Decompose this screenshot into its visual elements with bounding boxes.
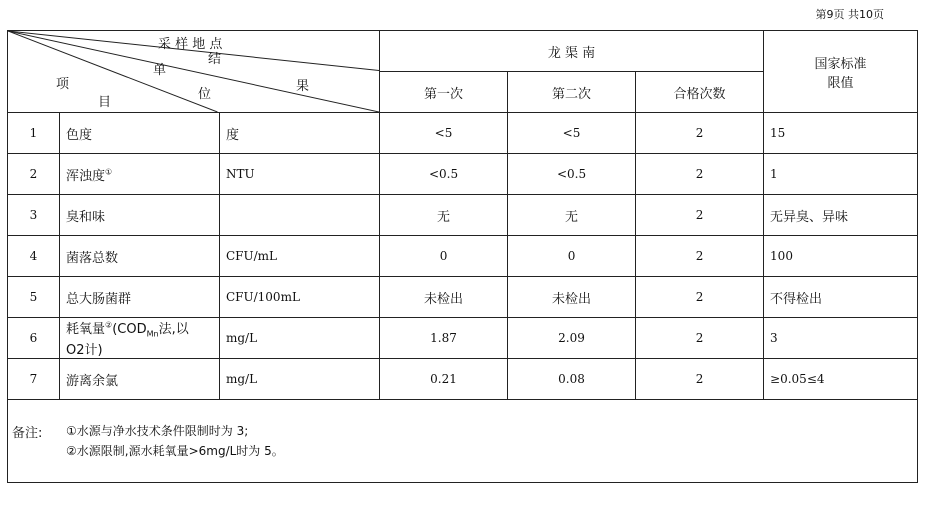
diagonal-header-cell: [8, 31, 380, 113]
row-number: 7: [8, 359, 60, 400]
unit-cell: CFU/100mL: [220, 277, 380, 318]
table-row: [8, 277, 918, 318]
unit-cell: NTU: [220, 154, 380, 195]
first-result-cell: 1.87: [380, 318, 508, 359]
unit-cell: mg/L: [220, 318, 380, 359]
limit-cell: 3: [764, 318, 918, 359]
second-result-cell: 未检出: [508, 277, 636, 318]
note-label: 备注:: [12, 426, 43, 441]
item-method-subscript: Mn: [146, 329, 159, 339]
diag-item-label: 项: [56, 77, 70, 92]
table-row: [8, 359, 918, 400]
pass-count-cell: 2: [636, 195, 764, 236]
diag-sampling-label: 采 样 地 点: [158, 37, 223, 52]
unit-cell: mg/L: [220, 359, 380, 400]
item-text: 浑浊度: [66, 168, 106, 184]
limit-cell: 1: [764, 154, 918, 195]
item-text: 耗氧量: [66, 322, 106, 338]
unit-cell: 度: [220, 113, 380, 154]
diag-item-bottom-label: 目: [98, 95, 112, 110]
diag-unit-bottom-label: 位: [198, 87, 212, 102]
note-row: [8, 400, 918, 483]
table-row: [8, 113, 918, 154]
item-cell: 总大肠菌群: [60, 277, 220, 318]
footnote-marker: ①: [105, 167, 113, 177]
table-row: [8, 318, 918, 359]
pass-count-cell: 2: [636, 277, 764, 318]
note-line-1: ①水源与净水技术条件限制时为 3;: [66, 424, 249, 438]
first-result-cell: <5: [380, 113, 508, 154]
table-row: [8, 154, 918, 195]
limit-cell: 100: [764, 236, 918, 277]
first-result-cell: 0.21: [380, 359, 508, 400]
header-row-1: [8, 31, 918, 72]
table-row: [8, 195, 918, 236]
item-method: (COD: [112, 322, 147, 338]
pass-count-cell: 2: [636, 359, 764, 400]
diag-result-top-label: 结: [208, 52, 222, 67]
page-number: 第9页 共10页: [815, 8, 884, 21]
item-cell: [60, 318, 220, 359]
row-number: 1: [8, 113, 60, 154]
second-result-cell: 2.09: [508, 318, 636, 359]
note-line-2: ②水源限制,源水耗氧量>6mg/L时为 5。: [66, 444, 284, 458]
note-box: [8, 400, 917, 482]
limit-cell: 不得检出: [764, 277, 918, 318]
row-number: 3: [8, 195, 60, 236]
diag-unit-top-label: 单: [153, 63, 167, 78]
second-result-cell: <5: [508, 113, 636, 154]
first-result-cell: 无: [380, 195, 508, 236]
row-number: 2: [8, 154, 60, 195]
item-cell: 臭和味: [60, 195, 220, 236]
note-cell: [8, 400, 918, 483]
item-cell-line2: O2计): [66, 342, 103, 358]
standard-header: [764, 31, 918, 113]
water-quality-table: [7, 30, 918, 483]
location-header: 龙 渠 南: [380, 31, 764, 72]
pass-count-header: 合格次数: [636, 72, 764, 113]
unit-cell: [220, 195, 380, 236]
first-header: 第一次: [380, 72, 508, 113]
second-result-cell: <0.5: [508, 154, 636, 195]
second-result-cell: 0.08: [508, 359, 636, 400]
item-cell: 游离余氯: [60, 359, 220, 400]
limit-cell: 15: [764, 113, 918, 154]
first-result-cell: 未检出: [380, 277, 508, 318]
row-number: 4: [8, 236, 60, 277]
unit-cell: CFU/mL: [220, 236, 380, 277]
second-header: 第二次: [508, 72, 636, 113]
footnote-marker: ②: [105, 320, 113, 330]
second-result-cell: 无: [508, 195, 636, 236]
first-result-cell: 0: [380, 236, 508, 277]
diag-result-bottom-label: 果: [296, 79, 310, 94]
item-cell: 菌落总数: [60, 236, 220, 277]
first-result-cell: <0.5: [380, 154, 508, 195]
pass-count-cell: 2: [636, 236, 764, 277]
pass-count-cell: 2: [636, 318, 764, 359]
item-cell: 色度: [60, 113, 220, 154]
limit-cell: ≥0.05≤4: [764, 359, 918, 400]
second-result-cell: 0: [508, 236, 636, 277]
row-number: 6: [8, 318, 60, 359]
table-row: [8, 236, 918, 277]
item-method-tail: 法,以: [158, 322, 189, 338]
limit-cell: 无异臭、异味: [764, 195, 918, 236]
standard-header-line2: 限值: [827, 75, 854, 91]
item-cell-line1: [66, 318, 213, 339]
pass-count-cell: 2: [636, 113, 764, 154]
standard-header-line1: 国家标准: [814, 56, 867, 72]
item-cell: [60, 154, 220, 195]
row-number: 5: [8, 277, 60, 318]
pass-count-cell: 2: [636, 154, 764, 195]
